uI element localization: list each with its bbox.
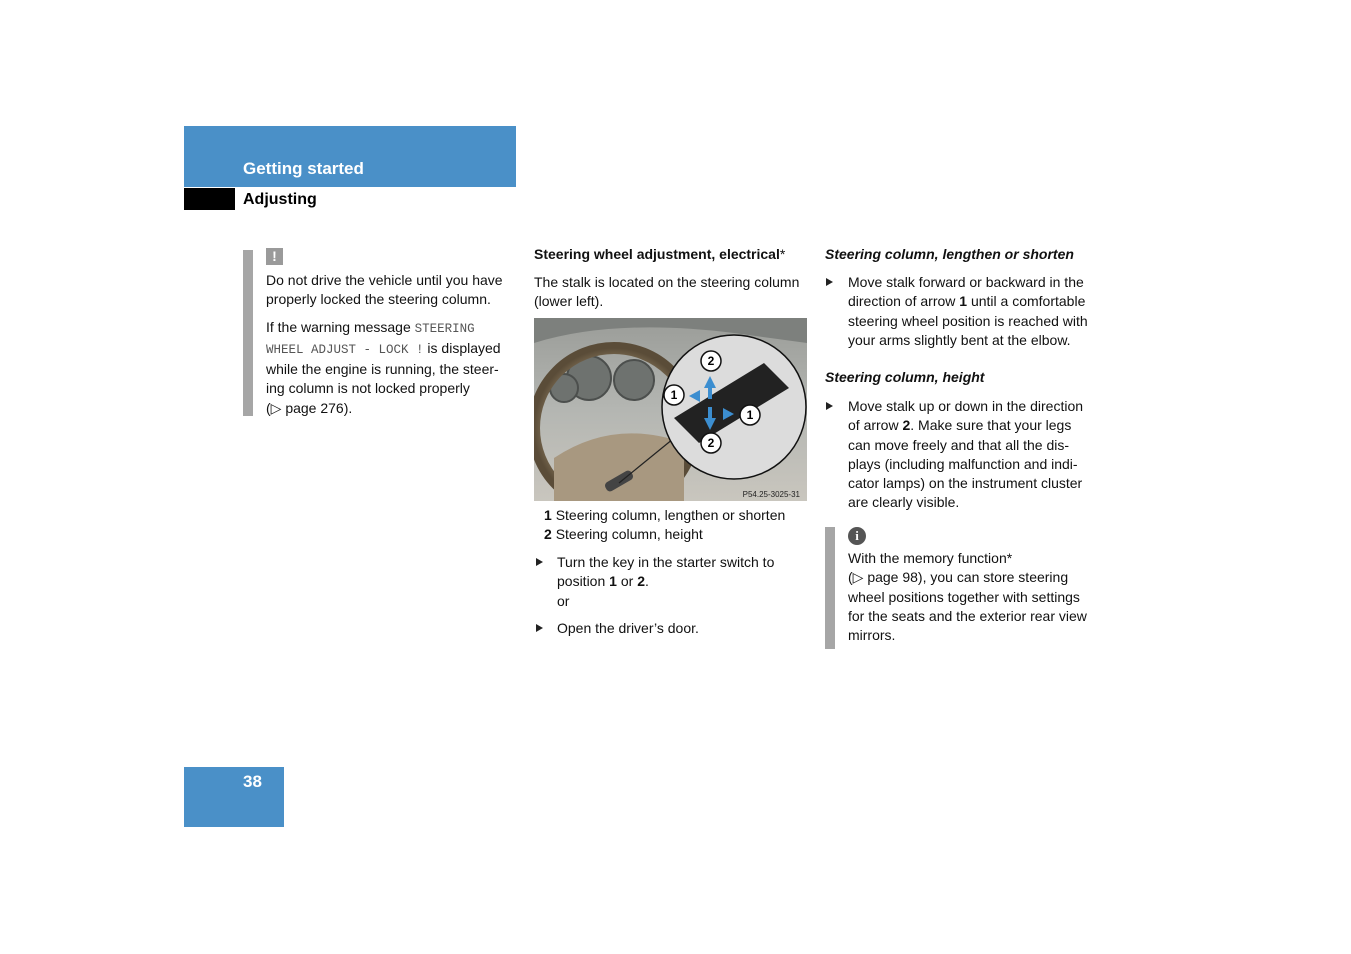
legend-item: [544, 525, 785, 544]
step-text: .: [644, 573, 649, 590]
figure-legend: [544, 506, 785, 545]
step-height: [848, 397, 1103, 513]
step-text: or: [616, 573, 638, 590]
heading-text: Steering wheel adjustment, electrical: [534, 246, 780, 262]
bullet-icon: [536, 624, 543, 632]
step-line: Turn the key in the starter switch to: [557, 554, 775, 570]
step-number: 1: [609, 573, 617, 590]
section-marker: [184, 188, 235, 210]
gauge: [614, 360, 654, 400]
warning-message-code: STEERING: [414, 321, 475, 336]
step-line: [557, 572, 807, 591]
optional-star: *: [779, 246, 786, 262]
step-line: plays (including malfunction and indi-: [848, 455, 1078, 472]
svg-text:2: 2: [707, 436, 715, 450]
intro-text: [534, 273, 809, 312]
subsection-title: Adjusting: [243, 191, 317, 208]
step-line: can move freely and that all the dis-: [848, 436, 1070, 453]
heading-lengthen-shorten: Steering column, lengthen or shorten: [825, 246, 1074, 262]
step-number: 2: [637, 573, 645, 590]
svg-text:1: 1: [746, 408, 754, 422]
info-icon: i: [848, 527, 866, 545]
intro-line: The stalk is located on the steering column: [534, 274, 800, 290]
warning-text-span: If the warning message: [266, 318, 415, 335]
page-reference: (▷ page 276).: [266, 399, 353, 416]
bullet-icon: [826, 278, 833, 286]
step-line: [848, 416, 1103, 435]
step-text: . Make sure that your legs: [910, 417, 1072, 434]
step-turn-key: [557, 553, 807, 611]
info-line: for the seats and the exterior rear view: [848, 607, 1087, 624]
warning-msg-line: [266, 318, 516, 339]
step-number: 1: [959, 293, 968, 310]
heading-steering-electrical: [534, 246, 785, 262]
step-line: Move stalk forward or backward in the: [848, 274, 1084, 290]
warning-text: [266, 271, 516, 418]
info-bar: [825, 527, 835, 649]
step-line: cator lamps) on the instrument cluster: [848, 475, 1083, 492]
bullet-icon: [536, 558, 543, 566]
step-line: are clearly visible.: [848, 494, 960, 511]
step-line: [848, 292, 1103, 311]
legend-text: Steering column, height: [555, 526, 703, 543]
info-line: (▷ page 98), you can store steering: [848, 569, 1069, 586]
step-line: steering wheel position is reached with: [848, 312, 1088, 329]
section-title: Getting started: [243, 159, 364, 178]
step-line: Move stalk up or down in the direction: [848, 398, 1084, 414]
page-number: 38: [243, 772, 262, 791]
warning-message-code: WHEEL ADJUST - LOCK !: [266, 342, 424, 357]
or-text: or: [557, 592, 570, 609]
warning-line: Do not drive the vehicle until you have: [266, 272, 503, 288]
legend-item: [544, 506, 785, 525]
svg-text:2: 2: [707, 354, 715, 368]
intro-line: (lower left).: [534, 293, 604, 310]
info-text: [848, 549, 1103, 645]
warning-line: while the engine is running, the steer-: [266, 361, 499, 378]
info-line: wheel positions together with settings: [848, 588, 1080, 605]
legend-number: 2: [544, 526, 552, 543]
warning-line: ing column is not locked properly: [266, 380, 470, 397]
warning-line: properly locked the steering column.: [266, 291, 491, 308]
warning-msg-line: [266, 339, 516, 360]
warning-bar: [243, 250, 253, 416]
step-line: your arms slightly bent at the elbow.: [848, 331, 1071, 348]
bullet-icon: [826, 402, 833, 410]
svg-text:1: 1: [670, 388, 678, 402]
step-text: until a comfortable: [967, 293, 1086, 310]
info-line: With the memory function*: [848, 550, 1013, 566]
step-open-door: Open the driver’s door.: [557, 620, 699, 636]
info-line: mirrors.: [848, 627, 896, 644]
heading-height: Steering column, height: [825, 369, 985, 385]
legend-number: 1: [544, 507, 552, 523]
step-number: 2: [902, 417, 911, 434]
step-text: direction of arrow: [848, 293, 960, 310]
figure-code: P54.25-3025-31: [742, 490, 800, 499]
steering-stalk-figure: [534, 318, 807, 501]
exclamation-icon: !: [266, 248, 283, 265]
warning-text-span: is displayed: [423, 339, 501, 356]
step-text: position: [557, 573, 610, 590]
page-number-box: [184, 767, 284, 827]
legend-text: Steering column, lengthen or shorten: [555, 507, 786, 523]
step-text: of arrow: [848, 417, 903, 434]
step-lengthen: [848, 273, 1103, 350]
